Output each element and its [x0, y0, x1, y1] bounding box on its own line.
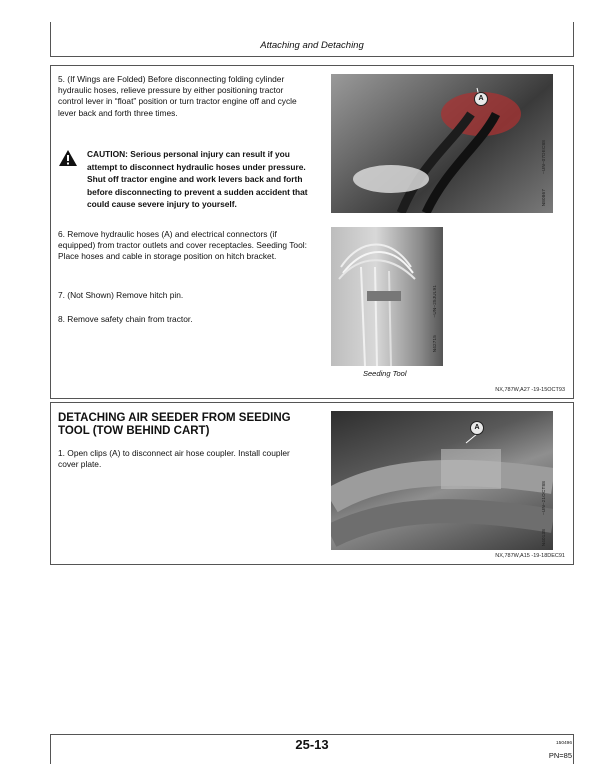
section-detaching-air-seeder [50, 402, 574, 565]
callout-a-photo1: A [474, 92, 488, 106]
photo3-side-code: –UN–21OCT88 [541, 481, 546, 515]
header-rule-bottom [50, 56, 574, 57]
page-header-title: Attaching and Detaching [260, 40, 364, 51]
air-hose-coupler-illustration [331, 411, 553, 550]
hydraulic-hoses-photo [331, 74, 553, 213]
step-7: 7. (Not Shown) Remove hitch pin. [58, 290, 184, 300]
page-number: 25-13 [295, 737, 329, 752]
section-title: DETACHING AIR SEEDER FROM SEEDING TOOL (TOW BEHIND CART) [58, 412, 291, 437]
footer-code: 150496 [555, 741, 572, 746]
photo3-code: N40138 [541, 529, 546, 547]
seeding-tool-hoses-illustration [331, 227, 443, 366]
footer-rule-top [50, 734, 574, 735]
photo2-caption: Seeding Tool [363, 369, 407, 378]
section-wings-disconnect [50, 65, 574, 399]
photo1-side-code: –UN–07DEC88 [541, 140, 546, 174]
step-6: 6. Remove hydraulic hoses (A) and electrical connectors (if equipped) from tractor outlets and cover receptacles. Seeding Tool: Place hoses and cable in storage position on hitch bracket. [58, 229, 307, 262]
section1-reference: NX,787W,A27 -19-15OCT93 [495, 387, 565, 393]
step-5: 5. (If Wings are Folded) Before disconnecting folding cylinder hydraulic hoses, relieve pressure by either positioning tractor control lever in “float” position or turn tractor engine off and cycle lever back and forth three times. [58, 74, 297, 118]
caution-text: CAUTION: Serious personal injury can result if you attempt to disconnect hydraulic hoses under pressure. Shut off tractor engine and work levers back and forth before disconnecting to prevent a sudden accident that could cause severe injury to yourself. [87, 149, 308, 210]
air-hose-coupler-photo [331, 411, 553, 550]
hydraulic-hoses-illustration [331, 74, 553, 213]
step-1: 1. Open clips (A) to disconnect air hose coupler. Install coupler cover plate. [58, 448, 290, 470]
photo1-code: N80867 [541, 189, 546, 207]
callout-a-photo3: A [470, 421, 484, 435]
step-8: 8. Remove safety chain from tractor. [58, 314, 193, 324]
caution-icon [58, 149, 78, 167]
seeding-tool-hoses-photo [331, 227, 443, 366]
photo2-code: N42715 [432, 335, 437, 353]
section2-reference: NX,787W,A15 -19-18DEC91 [495, 553, 565, 559]
footer-pn: PN=85 [548, 751, 572, 760]
photo2-side-code: –UN–25JUL91 [432, 285, 437, 318]
